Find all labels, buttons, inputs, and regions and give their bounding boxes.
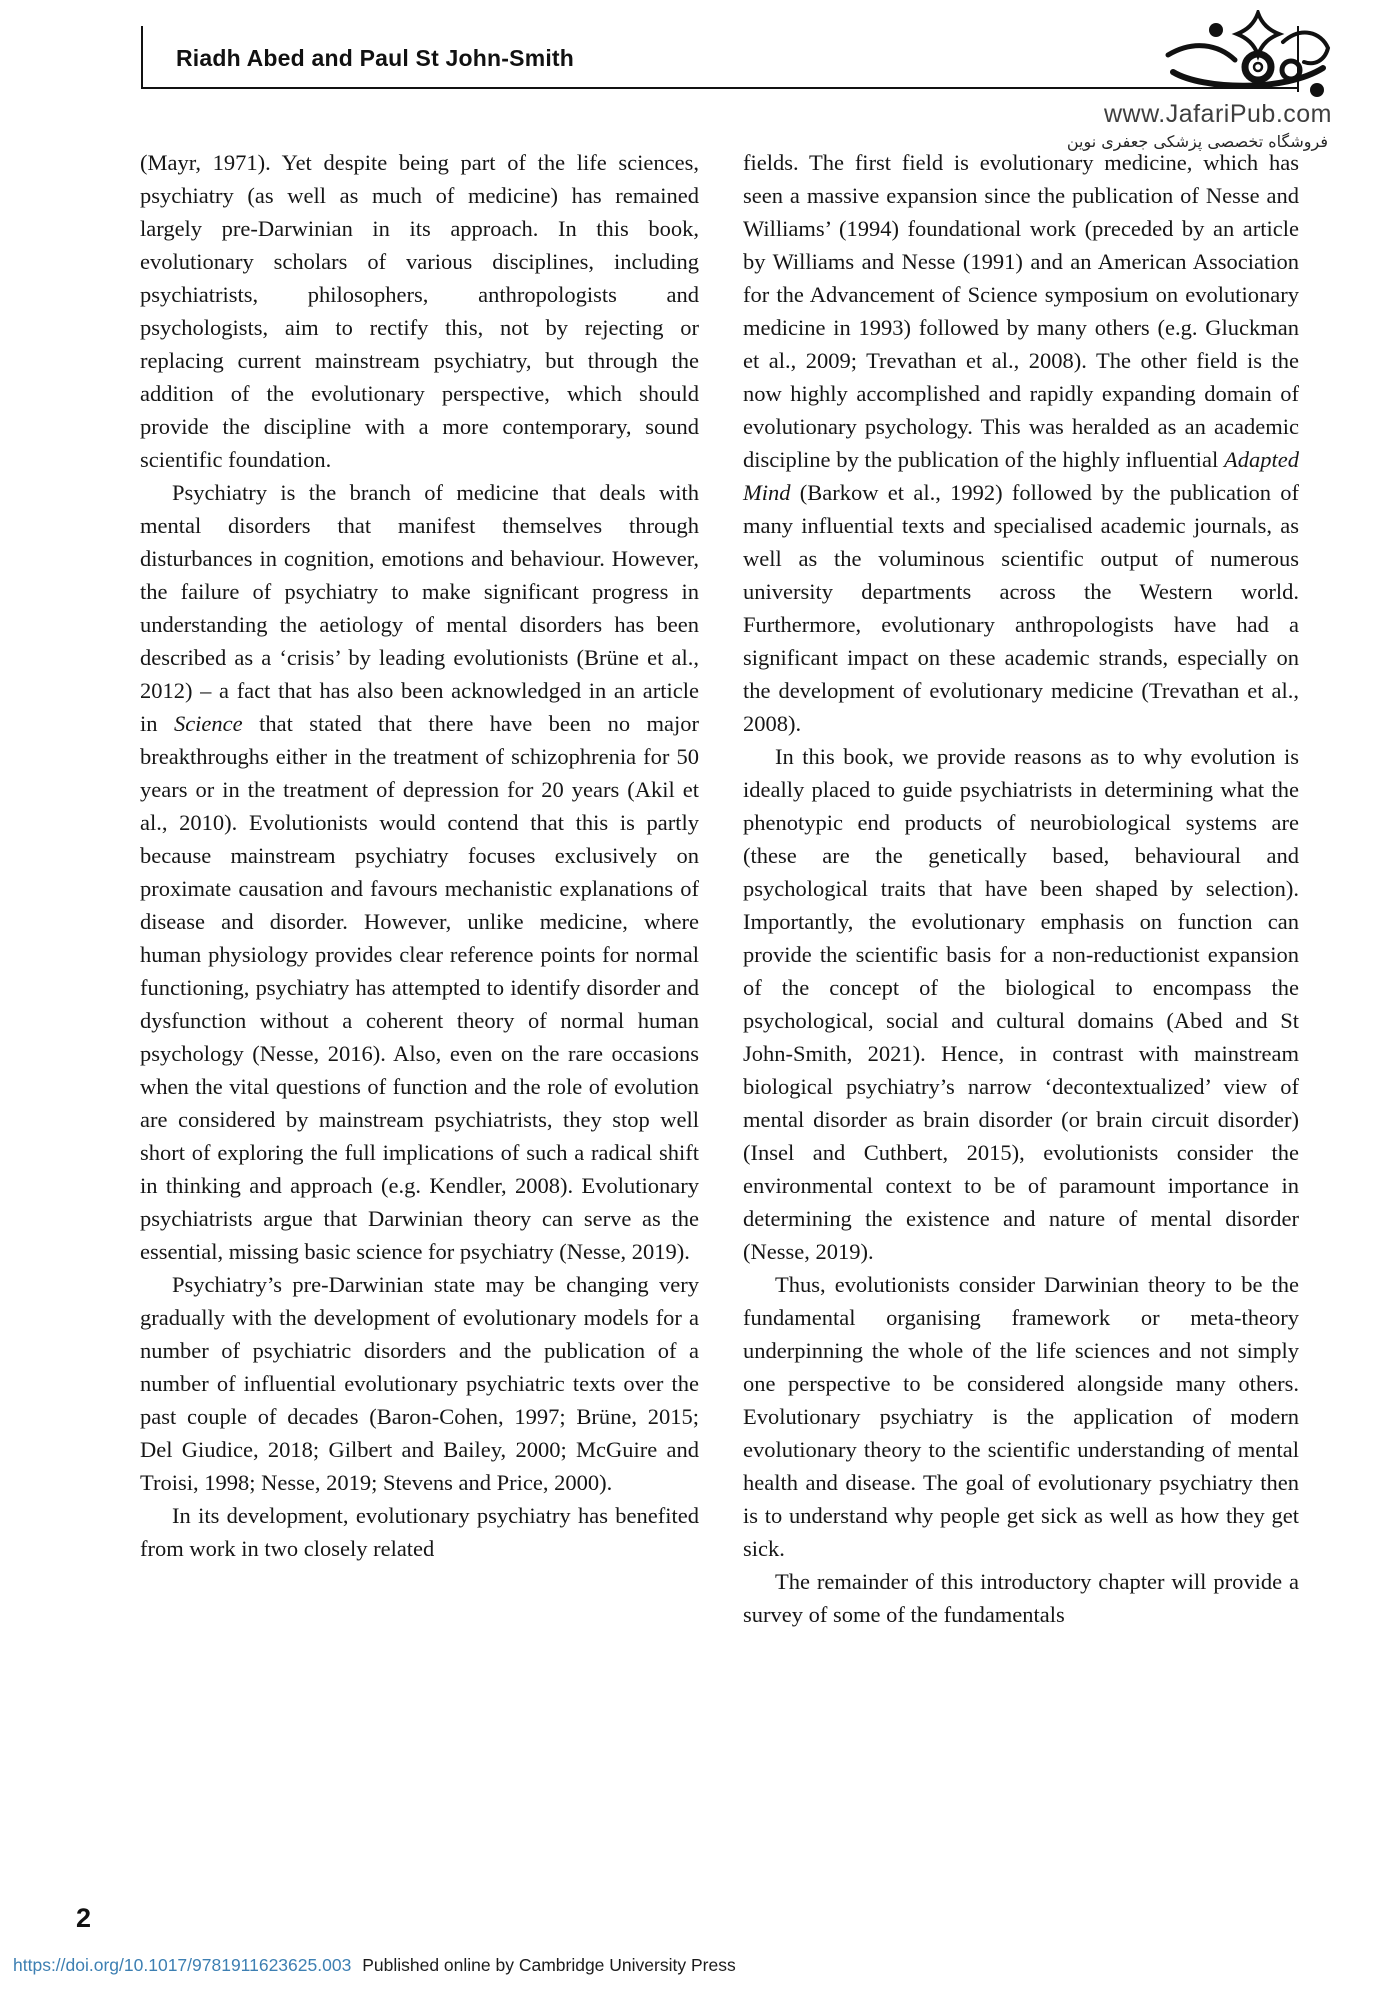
paragraph: fields. The first field is evolutionary medicine, which has seen a massive expansion since the publication of Nesse and Williams’ (1994) foundational work (preceded by an article by Williams and Nesse (1991) and an American Association for the Advancement of Science symposium on evolutionary medicine in 1993) followed by many others (e.g. Gluckman et al., 2009; Trevathan et al., 2008). The other field is the now highly accomplished and rapidly expanding domain of evolutionary psychology. This was heralded as an academic discipline by the publication of the highly influential Adapted Mind (Barkow et al., 1992) followed by the publication of many influential texts and specialised academic journals, as well as the voluminous scientific output of numerous university departments across the Western world. Furthermore, evolutionary anthropologists have had a significant impact on these academic strands, especially on the development of evolutionary medicine (Trevathan et al., 2008). xyxy=(743,150,1299,736)
paragraph: Psychiatry is the branch of medicine that deals with mental disorders that manifest themselves through disturbances in cognition, emotions and behaviour. However, the failure of psychiatry to make significant progress in understanding the aetiology of mental disorders has been described as a ‘crisis’ by leading evolutionists (Brüne et al., 2012) – a fact that has also been acknowledged in an article in Science that stated that there have been no major breakthroughs either in the treatment of schizophrenia for 50 years or in the treatment of depression for 20 years (Akil et al., 2010). Evolutionists would contend that this is partly because mainstream psychiatry focuses exclusively on proximate causation and favours mechanistic explanations of disease and disorder. However, unlike medicine, where human physiology provides clear reference points for normal functioning, psychiatry has attempted to identify disorder and dysfunction without a coherent theory of normal human psychology (Nesse, 2016). Also, even on the rare occasions when the vital questions of function and the role of evolution are considered by mainstream psychiatrists, they stop well short of exploring the full implications of such a radical shift in thinking and approach (e.g. Kendler, 2008). Evolutionary psychiatrists argue that Darwinian theory can serve as the essential, missing basic science for psychiatry (Nesse, 2019). xyxy=(140,480,699,1264)
paragraph: In its development, evolutionary psychiatry has benefited from work in two closely related xyxy=(140,1503,699,1561)
page-number: 2 xyxy=(76,1903,92,1933)
logo-url-text: www.JafariPub.com xyxy=(1103,100,1332,128)
published-note: Published online by Cambridge University Press xyxy=(362,1955,736,1975)
paragraph: (Mayr, 1971). Yet despite being part of the life sciences, psychiatry (as well as much of medicine) has remained largely pre-Darwinian in its approach. In this book, evolutionary scholars of various disciplines, including psychiatrists, philosophers, anthropologists and psychologists, aim to rectify this, not by rejecting or replacing current mainstream psychiatry, but through the addition of the evolutionary perspective, which should provide the discipline with a more contemporary, sound scientific foundation. xyxy=(140,150,699,472)
jafaripub-calligraphy-logo-icon xyxy=(1163,10,1338,105)
logo-persian-text: فروشگاه تخصصی پزشکی جعفری نوین xyxy=(1066,132,1328,151)
running-head-authors: Riadh Abed and Paul St John-Smith xyxy=(176,45,575,71)
paragraph: In this book, we provide reasons as to why evolution is ideally placed to guide psychiatrists in determining what the phenotypic end products of neurobiological systems are (these are the genetically based, behavioural and psychological traits that have been shaped by selection). Importantly, the evolutionary emphasis on function can provide the scientific basis for a non-reductionist expansion of the concept of the biological to encompass the psychological, social and cultural domains (Abed and St John-Smith, 2021). Hence, in contrast with mainstream biological psychiatry’s narrow ‘decontextualized’ view of mental disorder as brain disorder (or brain circuit disorder) (Insel and Cuthbert, 2015), evolutionists consider the environmental context to be of paramount importance in determining the existence and nature of mental disorder (Nesse, 2019). xyxy=(743,744,1299,1264)
footer-publication-line xyxy=(13,1955,736,1976)
header-rule-horizontal xyxy=(141,87,1299,89)
paragraph: The remainder of this introductory chapter will provide a survey of some of the fundamentals xyxy=(743,1569,1299,1627)
paragraph: Thus, evolutionists consider Darwinian theory to be the fundamental organising framework or meta-theory underpinning the whole of the life sciences and not simply one perspective to be considered alongside many others. Evolutionary psychiatry is the application of modern evolutionary theory to the scientific understanding of mental health and disease. The goal of evolutionary psychiatry then is to understand why people get sick as well as how they get sick. xyxy=(743,1272,1299,1561)
text-column-left xyxy=(140,146,699,1565)
paragraph: Psychiatry’s pre-Darwinian state may be changing very gradually with the development of evolutionary models for a number of psychiatric disorders and the publication of a number of influential evolutionary psychiatric texts over the past couple of decades (Baron-Cohen, 1997; Brüne, 2015; Del Giudice, 2018; Gilbert and Bailey, 2000; McGuire and Troisi, 1998; Nesse, 2019; Stevens and Price, 2000). xyxy=(140,1272,699,1495)
header-rule-left-vertical xyxy=(141,26,143,89)
text-column-right xyxy=(743,146,1299,1631)
doi-link[interactable]: https://doi.org/10.1017/9781911623625.003 xyxy=(13,1955,352,1975)
